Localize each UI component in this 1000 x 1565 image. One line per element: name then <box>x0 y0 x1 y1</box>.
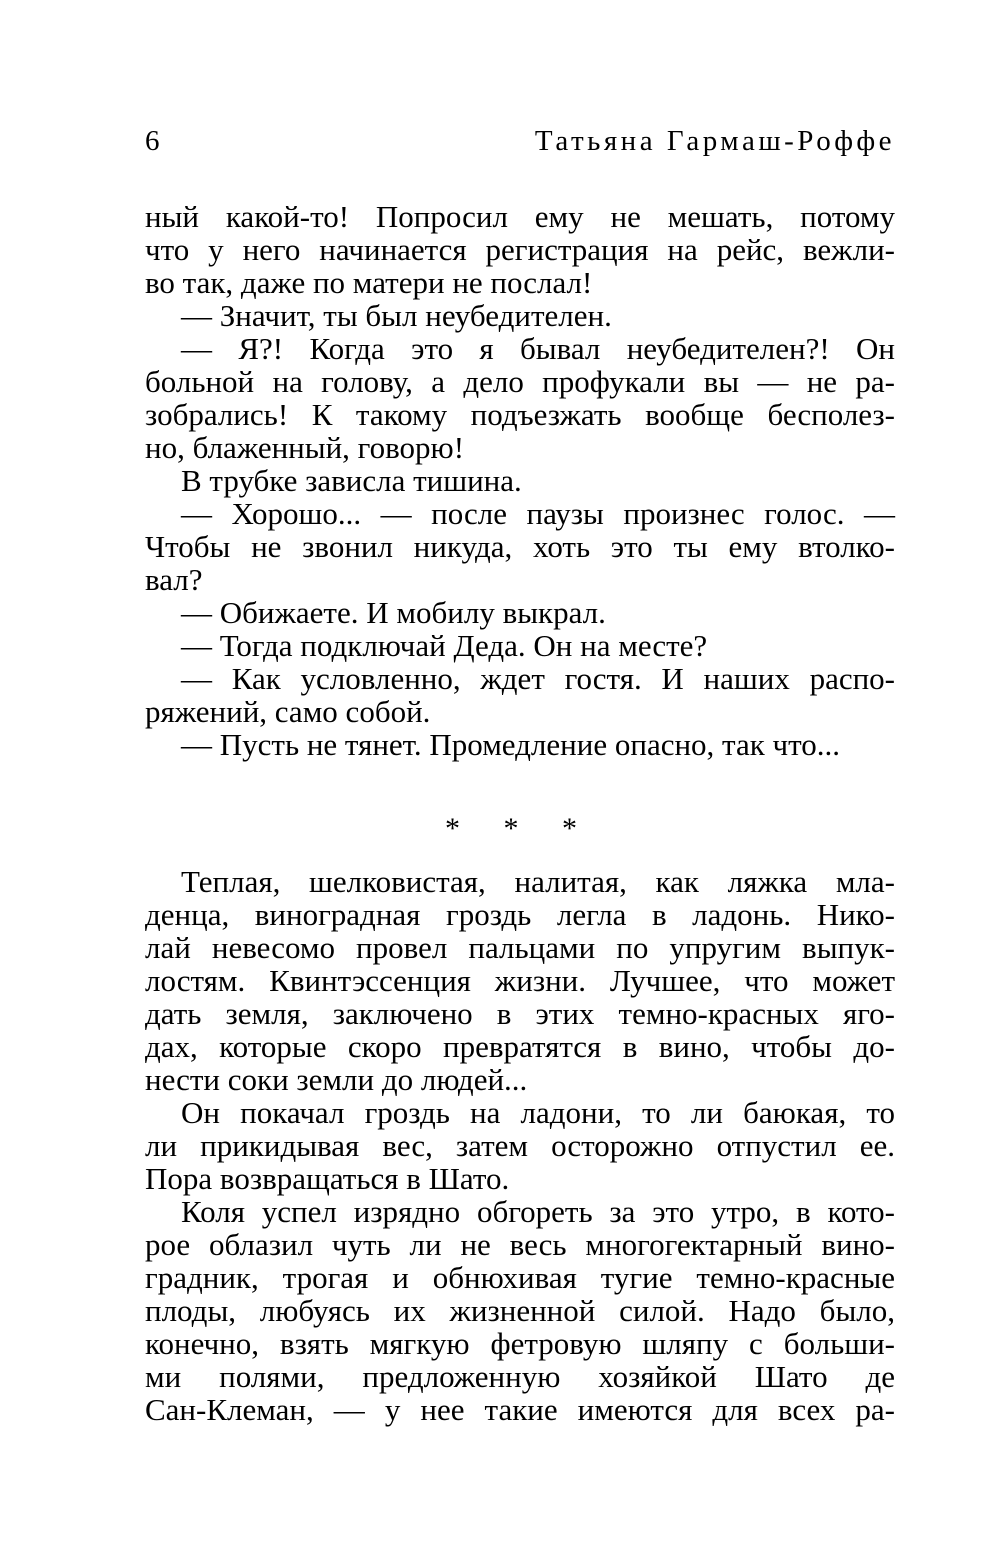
text-line: — Тогда подключай Деда. Он на месте? <box>181 628 708 663</box>
text-line: — Пусть не тянет. Промедление опасно, так что... <box>181 727 841 762</box>
text-line: ми полями, предложенную хозяйкой Шато де <box>145 1359 895 1394</box>
text-section-dialogue <box>145 200 895 761</box>
text-line: но, блаженный, говорю! <box>145 430 465 465</box>
text-section-narrative <box>145 865 895 1426</box>
text-line: ли прикидывая вес, затем осторожно отпустил ее. <box>145 1128 895 1163</box>
text-line: дах, которые скоро превратятся в вино, чтобы до- <box>145 1029 895 1064</box>
running-title: Татьяна Гармаш-Роффе <box>534 125 895 157</box>
text-line: зобрались! К такому подъезжать вообще бесполез- <box>145 397 895 432</box>
text-line: Он покачал гроздь на ладони, то ли баюкая, то <box>181 1095 895 1130</box>
text-line: что у него начинается регистрация на рейс, вежли- <box>145 232 895 267</box>
text-line: больной на голову, а дело профукали вы — не ра- <box>145 364 895 399</box>
text-line: ный какой-то! Попросил ему не мешать, потому <box>145 199 895 234</box>
text-line: лостям. Квинтэссенция жизни. Лучшее, что может <box>145 963 895 998</box>
text-line: во так, даже по матери не послал! <box>145 265 593 300</box>
text-line: лай невесомо провел пальцами по упругим выпук- <box>145 930 895 965</box>
text-line: ряжений, само собой. <box>145 694 431 729</box>
text-line: вал? <box>145 562 203 597</box>
text-line: плоды, любуясь их жизненной силой. Надо было, <box>145 1293 895 1328</box>
text-line: — Обижаете. И мобилу выкрал. <box>181 595 606 630</box>
text-line: дать земля, заключено в этих темно-красных яго- <box>145 996 895 1031</box>
text-line: градник, трогая и обнюхивая тугие темно-красные <box>145 1260 895 1295</box>
page-number: 6 <box>145 125 160 157</box>
text-line: рое облазил чуть ли не весь многогектарный вино- <box>145 1227 895 1262</box>
text-line: В трубке зависла тишина. <box>181 463 522 498</box>
text-line: денца, виноградная гроздь легла в ладонь. Нико- <box>145 897 895 932</box>
text-line: Чтобы не звонил никуда, хоть это ты ему втолко- <box>145 529 895 564</box>
text-line: — Как условленно, ждет гостя. И наших распо- <box>181 661 895 696</box>
text-line: Пора возвращаться в Шато. <box>145 1161 510 1196</box>
text-line: Коля успел изрядно обгореть за это утро, в кото- <box>181 1194 895 1229</box>
text-line: — Я?! Когда это я бывал неубедителен?! Он <box>181 331 895 366</box>
page-header <box>145 125 895 165</box>
section-separator: * * * <box>445 812 595 845</box>
text-line: — Хорошо... — после паузы произнес голос. — <box>181 496 895 531</box>
text-line: Теплая, шелковистая, налитая, как ляжка мла- <box>181 864 895 899</box>
text-line: конечно, взять мягкую фетровую шляпу с больши- <box>145 1326 895 1361</box>
text-line: нести соки земли до людей... <box>145 1062 528 1097</box>
text-line: — Значит, ты был неубедителен. <box>181 298 612 333</box>
text-line: Сан-Клеман, — у нее такие имеются для всех ра- <box>145 1392 895 1427</box>
book-page <box>145 125 895 1525</box>
